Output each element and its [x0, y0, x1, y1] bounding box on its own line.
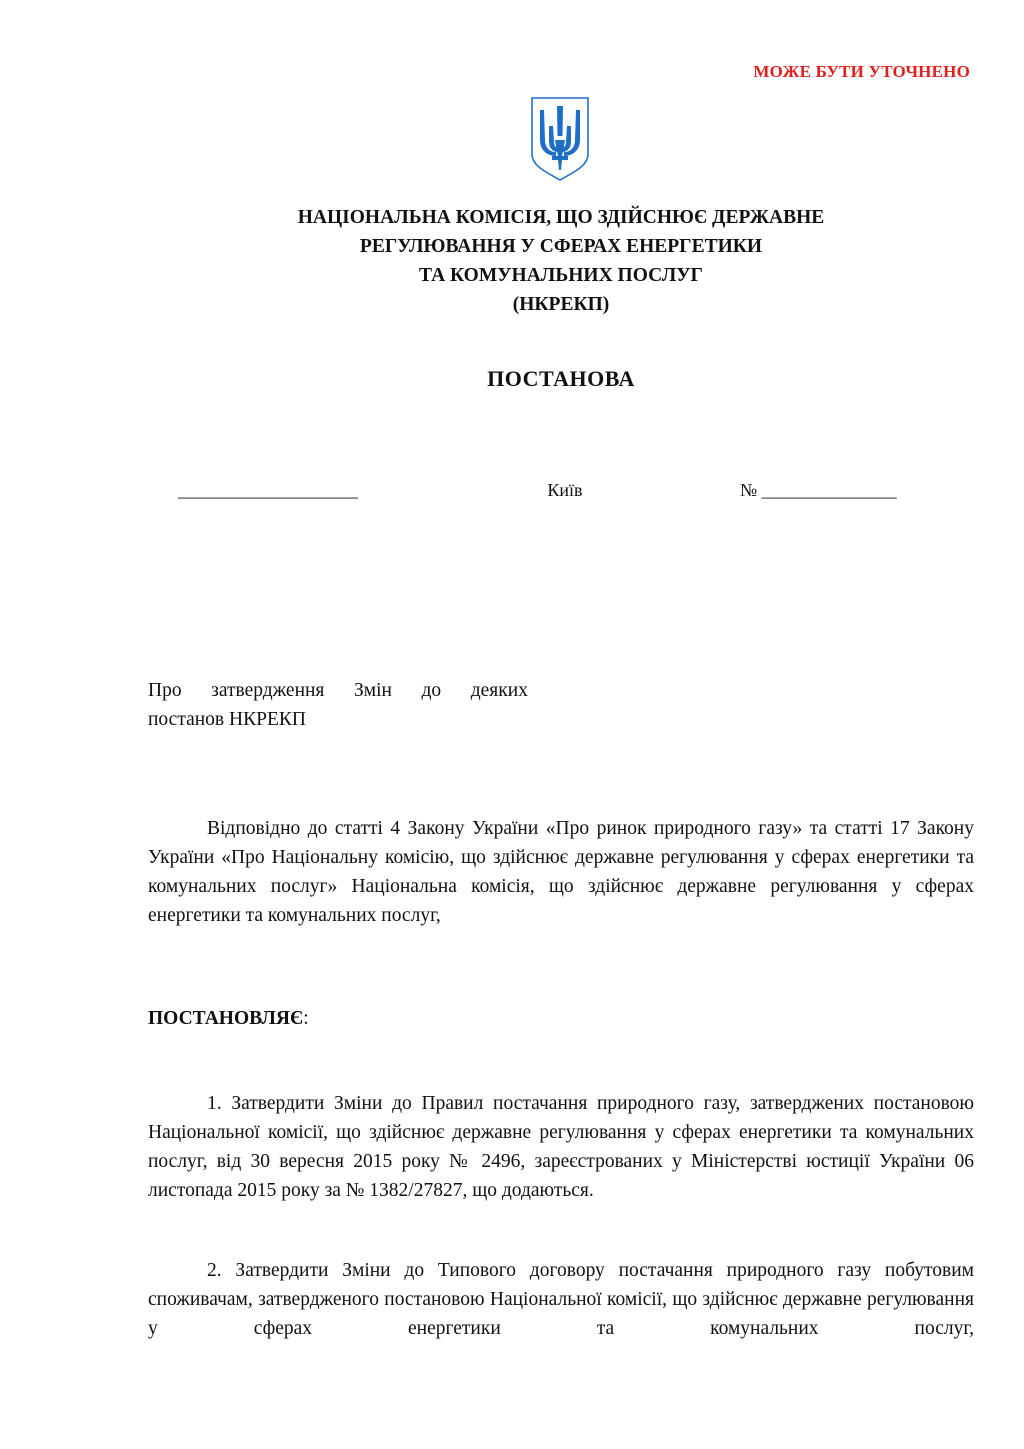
- authority-line-3: ТА КОМУНАЛЬНИХ ПОСЛУГ: [419, 265, 703, 286]
- resolves-keyword: ПОСТАНОВЛЯЄ: [148, 1008, 304, 1029]
- resolution-item-1: [148, 1089, 974, 1205]
- ukraine-trident-coat-of-arms-icon: [528, 96, 592, 182]
- resolves-colon: :: [303, 1008, 309, 1029]
- subject-word: деяких: [470, 680, 528, 701]
- date-blank: ____________________: [178, 480, 358, 500]
- authority-line-1: НАЦІОНАЛЬНА КОМІСІЯ, ЩО ЗДІЙСНЮЄ ДЕРЖАВНЕ: [297, 207, 825, 228]
- subject-word: Про: [148, 680, 182, 701]
- preamble-paragraph: [148, 814, 974, 930]
- resolves-heading: [148, 1008, 309, 1030]
- subject-word: затвердження: [211, 680, 325, 701]
- subject-word: до: [421, 680, 442, 701]
- preamble-text: Відповідно до статті 4 Закону України «Про ринок природного газу» та статті 17 Закону України «Про Національну комісію, що здійснює державне регулювання у сферах енергетики та комунальних послуг» Національна комісія, що здійснює державне регулювання у сферах енергетики та комунальних послуг,: [148, 818, 974, 926]
- issuing-authority-header: [150, 203, 972, 319]
- resolution-item-2: [148, 1256, 974, 1343]
- document-type-title: ПОСТАНОВА: [487, 366, 635, 391]
- resolution-item-text: 2. Затвердити Зміни до Типового договору постачання природного газу побутовим споживачам, затвердженого постановою Національної комісії, що здійснює державне регулювання у сферах енергетики та комунальних послуг,: [148, 1260, 974, 1339]
- document-meta-row: [0, 480, 1024, 510]
- authority-line-2: РЕГУЛЮВАННЯ У СФЕРАХ ЕНЕРГЕТИКИ: [359, 236, 763, 257]
- subject-line-1: [148, 676, 528, 705]
- resolution-item-text: 1. Затвердити Зміни до Правил постачання природного газу, затверджених постановою Національної комісії, що здійснює державне регулювання у сферах енергетики та комунальних послуг, від 30 вересня 2015 року № 2496, зареєстрованих у Міністерстві юстиції України 06 листопада 2015 року за № 1382/27827, що додаються.: [148, 1093, 974, 1201]
- subject-line-2: постанов НКРЕКП: [148, 709, 306, 730]
- document-number: № _______________: [740, 480, 897, 500]
- authority-abbreviation: (НКРЕКП): [512, 294, 610, 315]
- city-label: Київ: [547, 480, 583, 500]
- subject-word: Змін: [353, 680, 392, 701]
- document-subject: [148, 676, 528, 734]
- draft-status-mark: МОЖЕ БУТИ УТОЧНЕНО: [753, 62, 970, 81]
